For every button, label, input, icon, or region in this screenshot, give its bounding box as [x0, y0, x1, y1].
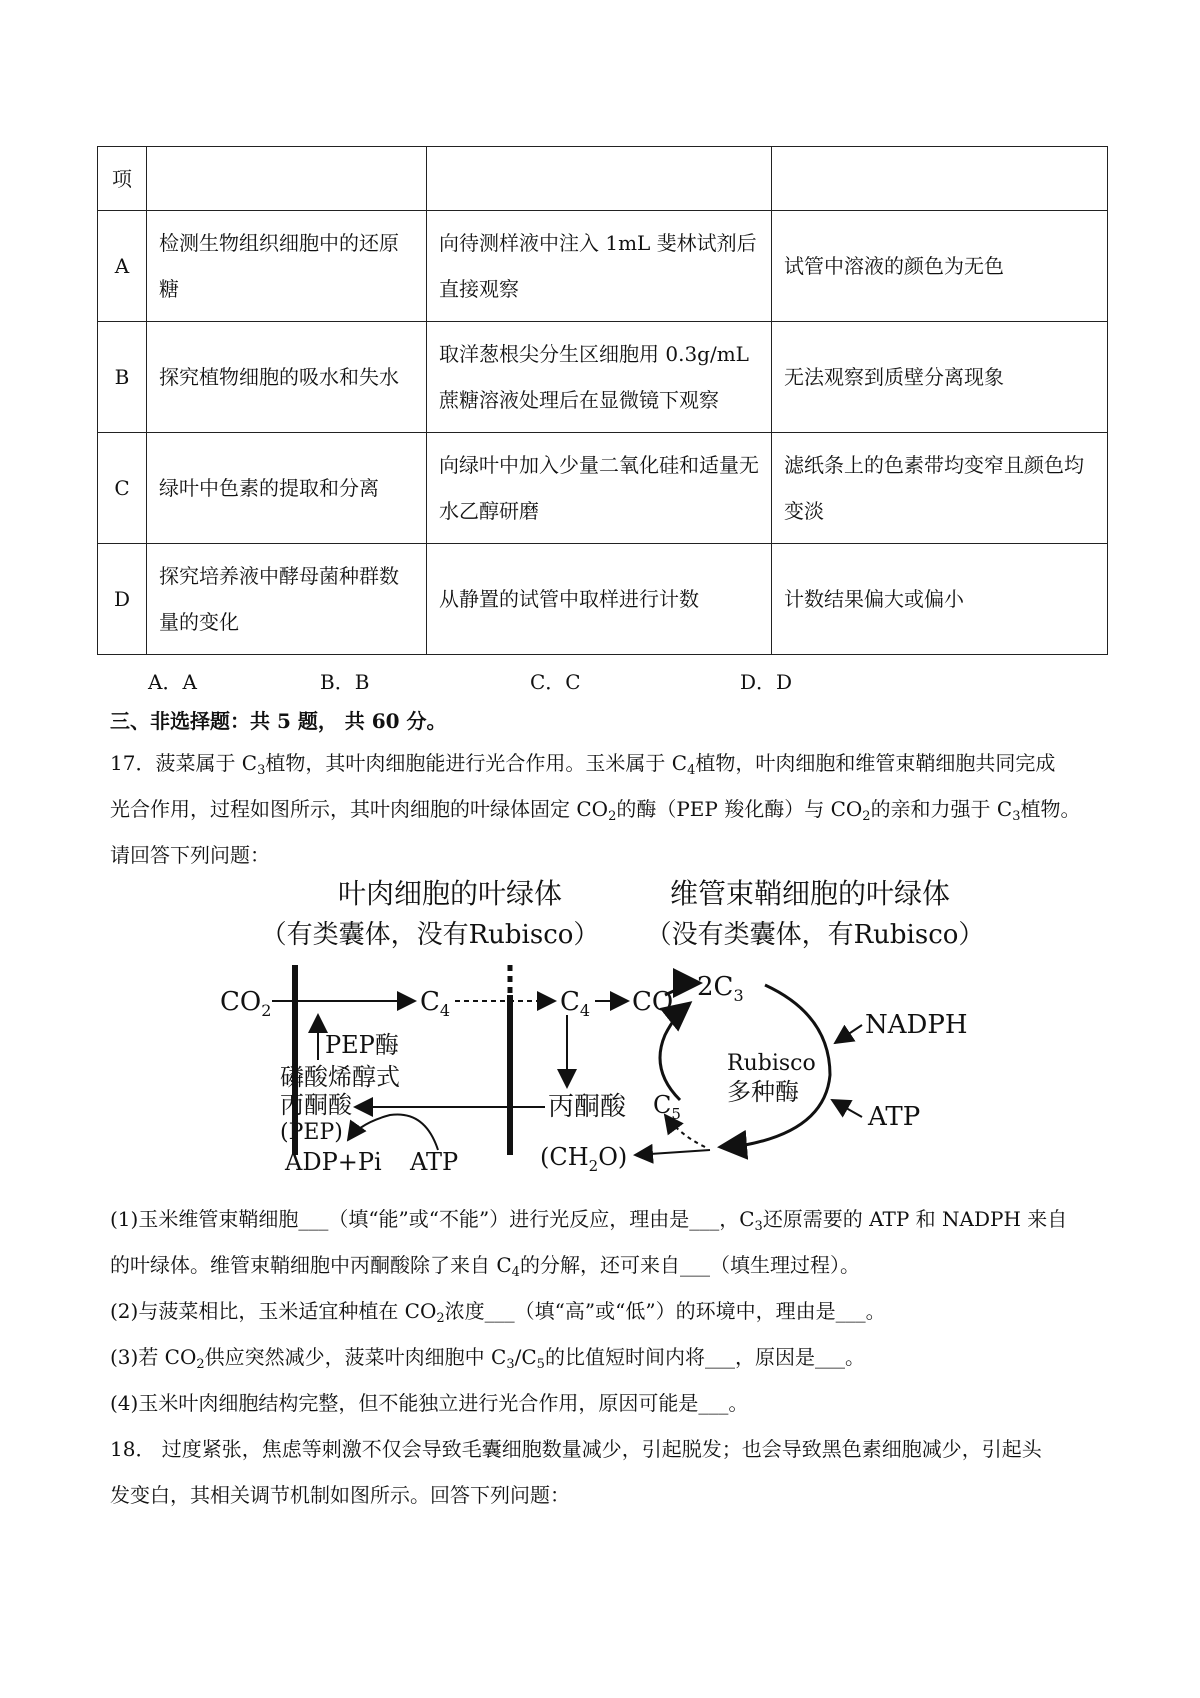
atp-consumption-arrow — [348, 1114, 438, 1150]
q17-part1-line1: (1)玉米维管束鞘细胞___（填“能”或“不能”）进行光反应，理由是___，$C_3$还原需要的 ATP 和 NADPH 来自 — [110, 1207, 1068, 1234]
atp-right-label: ATP — [868, 1102, 921, 1132]
atp-right-arrow — [832, 1100, 862, 1117]
row-col1: 探究培养液中酵母菌种群数量的变化 — [147, 544, 427, 655]
two-c3-label: $2C_3$ — [697, 972, 744, 1005]
ch2o-label: $(CH_2O)$ — [540, 1143, 628, 1175]
row-col3: 无法观察到质壁分离现象 — [772, 322, 1108, 433]
row-item: B — [98, 322, 147, 433]
header-col3 — [772, 147, 1108, 211]
q17-part3: (3)若 $CO_2$供应突然减少，菠菜叶肉细胞中 $C_3/C_5$的比值短时间内将___，原因是___。 — [110, 1345, 865, 1372]
atp-left-label: ATP — [410, 1148, 459, 1176]
q17-line1: 17．菠菜属于 $C_3$植物，其叶肉细胞能进行光合作用。玉米属于 $C_4$植物，叶肉细胞和维管束鞘细胞共同完成 — [110, 751, 1056, 778]
experiment-table — [97, 146, 1108, 655]
table-row — [98, 211, 1108, 322]
row-col2: 向绿叶中加入少量二氧化硅和适量无水乙醇研磨 — [427, 433, 772, 544]
q18-line2: 发变白，其相关调节机制如图所示。回答下列问题： — [110, 1483, 570, 1507]
option-d[interactable]: D．D — [740, 670, 793, 694]
table-row — [98, 433, 1108, 544]
q18-line1: 18． 过度紧张，焦虑等刺激不仅会导致毛囊细胞数量减少，引起脱发；也会导致黑色素细胞减少，引起头 — [110, 1437, 1042, 1461]
q17-line2: 光合作用，过程如图所示，其叶肉细胞的叶绿体固定 $CO_2$的酶（PEP 羧化酶）与 $CO_2$的亲和力强于 $C_3$植物。 — [110, 797, 1081, 824]
c4-right-label: $C_4$ — [560, 987, 591, 1020]
pyruvate-label: 丙酮酸 — [548, 1092, 627, 1122]
option-b[interactable]: B．B — [320, 670, 370, 694]
nadph-label: NADPH — [865, 1010, 968, 1040]
row-col1: 检测生物组织细胞中的还原糖 — [147, 211, 427, 322]
enzymes-label: 多种酶 — [727, 1078, 799, 1106]
row-item: D — [98, 544, 147, 655]
option-c[interactable]: C．C — [530, 670, 581, 694]
calvin-to-ch2o-arrow — [635, 1150, 710, 1155]
row-col1: 绿叶中色素的提取和分离 — [147, 433, 427, 544]
q17-part4: (4)玉米叶肉细胞结构完整，但不能独立进行光合作用，原因可能是___。 — [110, 1391, 749, 1415]
table-row — [98, 544, 1108, 655]
co2-left-label: $CO_2$ — [220, 987, 272, 1020]
left-chloroplast-subtitle: （有类囊体，没有Rubisco） — [260, 920, 600, 950]
nadph-arrow — [835, 1025, 862, 1043]
pep-name-line2: 丙酮酸 — [280, 1091, 352, 1119]
header-col2 — [427, 147, 772, 211]
rubisco-label: Rubisco — [727, 1051, 816, 1076]
header-col1 — [147, 147, 427, 211]
row-col3: 滤纸条上的色素带均变窄且颜色均变淡 — [772, 433, 1108, 544]
q17-part1-line2: 的叶绿体。维管束鞘细胞中丙酮酸除了来自 $C_4$的分解，还可来自___（填生理过程）。 — [110, 1253, 860, 1280]
row-col1: 探究植物细胞的吸水和失水 — [147, 322, 427, 433]
pep-abbr-label: (PEP) — [280, 1120, 343, 1145]
row-item: C — [98, 433, 147, 544]
pep-enzyme-label: PEP酶 — [325, 1031, 399, 1059]
section-title: 三、非选择题：共 5 题， 共 60 分。 — [110, 709, 447, 733]
adp-pi-label: ADP+Pi — [285, 1148, 382, 1176]
table-row — [98, 322, 1108, 433]
table-header-row — [98, 147, 1108, 211]
row-col2: 从静置的试管中取样进行计数 — [427, 544, 772, 655]
pep-name-line1: 磷酸烯醇式 — [280, 1063, 400, 1091]
q17-line3: 请回答下列问题： — [110, 843, 270, 867]
option-a[interactable]: A．A — [148, 670, 197, 694]
left-chloroplast-title: 叶肉细胞的叶绿体 — [337, 877, 563, 910]
c4-photosynthesis-diagram — [210, 875, 990, 1185]
row-col2: 向待测样液中注入 1mL 斐林试剂后直接观察 — [427, 211, 772, 322]
header-item: 项 — [98, 147, 147, 211]
c5-to-c3-arrow — [660, 1003, 690, 1100]
c5-label: $C_5$ — [653, 1091, 681, 1123]
row-col3: 试管中溶液的颜色为无色 — [772, 211, 1108, 322]
q17-part2: (2)与菠菜相比，玉米适宜种植在 $CO_2$浓度___（填“高”或“低”）的环境中，理由是___。 — [110, 1299, 886, 1326]
row-col2: 取洋葱根尖分生区细胞用 0.3g/mL 蔗糖溶液处理后在显微镜下观察 — [427, 322, 772, 433]
c4-left-label: $C_4$ — [420, 987, 451, 1020]
row-col3: 计数结果偏大或偏小 — [772, 544, 1108, 655]
co2-right-label: $CO_2$ — [632, 987, 684, 1020]
row-item: A — [98, 211, 147, 322]
right-chloroplast-title: 维管束鞘细胞的叶绿体 — [669, 877, 951, 910]
right-chloroplast-subtitle: （没有类囊体，有Rubisco） — [645, 920, 985, 950]
